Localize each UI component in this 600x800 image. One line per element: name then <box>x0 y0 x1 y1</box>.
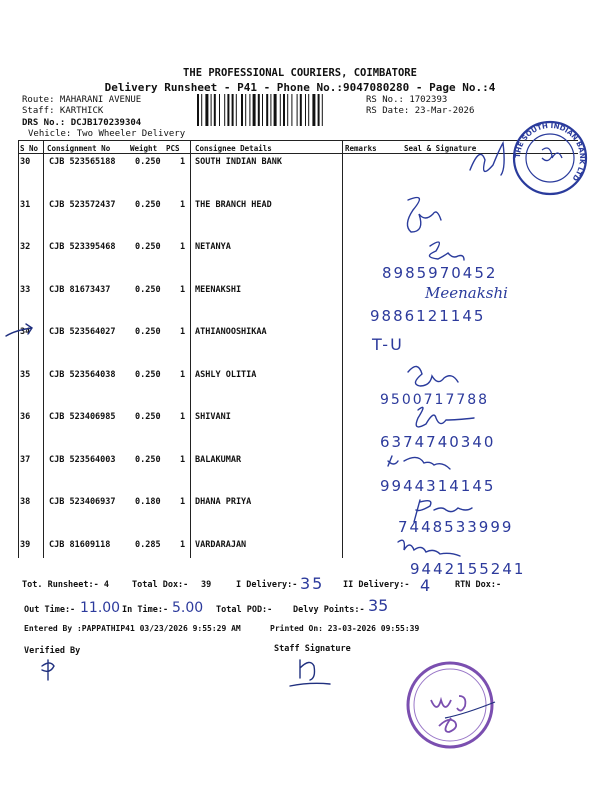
row-consignee: BALAKUMAR <box>195 454 242 465</box>
col-weight: Weight <box>130 144 158 153</box>
row-pcs: 1 <box>180 539 186 550</box>
staff: Staff: KARTHICK <box>22 106 104 116</box>
row-sno: 35 <box>20 369 31 380</box>
row-sno: 39 <box>20 539 31 550</box>
col-seal-signature: Seal & Signature <box>404 144 477 153</box>
row-pcs: 1 <box>180 412 186 422</box>
row-weight: 0.250 <box>135 284 161 295</box>
bank-seal-stamp <box>510 118 590 198</box>
row-consignee: DHANA PRIYA <box>195 497 252 507</box>
row-consignee: SOUTH INDIAN BANK <box>195 157 282 167</box>
row-consignment-no: CJB 523564038 <box>49 369 116 380</box>
tick-mark-row-34 <box>6 324 32 336</box>
handwritten-phone-37: 9944314145 <box>380 477 496 495</box>
total-dox-label: Total Dox:- <box>132 580 189 590</box>
handwritten-phone-36: 6374740340 <box>380 433 496 451</box>
handwritten-phone-38: 7448533999 <box>398 518 514 536</box>
signature-row-31 <box>407 198 441 232</box>
out-time-label: Out Time:- <box>24 605 76 615</box>
staff-signature-mark <box>290 660 330 686</box>
row-consignee: MEENAKSHI <box>195 284 242 295</box>
rs-number: RS No.: 1702393 <box>366 95 448 105</box>
row-pcs: 1 <box>180 454 186 465</box>
row-sno: 36 <box>20 412 31 422</box>
ii-delivery-value: 4 <box>420 576 433 595</box>
signature-row-32 <box>429 242 464 260</box>
row-consignee: ATHIANOOSHIKAA <box>195 327 267 337</box>
row-weight: 0.250 <box>135 327 161 337</box>
row-consignment-no: CJB 523572437 <box>49 199 116 210</box>
bank-seal-stamp-text: THE SOUTH INDIAN BANK LTD <box>513 121 587 183</box>
handwritten-name-33: Meenakshi <box>425 284 508 302</box>
delvy-points-value: 35 <box>368 596 389 615</box>
row-weight: 0.250 <box>135 242 161 252</box>
delvy-points-label: Delvy Points:- <box>293 605 365 615</box>
in-time-label: In Time:- <box>122 605 169 615</box>
entered-by: Entered By :PAPPATHIP41 03/23/2026 9:55:29 AM <box>24 624 241 633</box>
row-consignment-no: CJB 523565188 <box>49 157 116 167</box>
col-remarks: Remarks <box>345 144 377 153</box>
drs-number: DRS No.: DCJB170239304 <box>22 118 142 128</box>
handwritten-phone-33: 9886121145 <box>370 307 486 325</box>
staff-signature-label: Staff Signature <box>274 644 351 654</box>
row-consignee: THE BRANCH HEAD <box>195 199 272 210</box>
row-pcs: 1 <box>180 497 186 507</box>
row-consignment-no: CJB 523395468 <box>49 242 116 252</box>
row-pcs: 1 <box>180 157 186 167</box>
runsheet-subtitle: Delivery Runsheet - P41 - Phone No.:9047080280 - Page No.:4 <box>104 81 496 94</box>
signature-row-38 <box>414 500 472 522</box>
handwritten-phone-39: 9442155241 <box>410 560 526 578</box>
verified-by-label: Verified By <box>24 646 81 656</box>
row-consignment-no: CJB 523406985 <box>49 412 116 422</box>
total-pod-label: Total POD:- <box>216 605 273 615</box>
row-sno: 30 <box>20 157 31 167</box>
rs-date: RS Date: 23-Mar-2026 <box>366 106 475 116</box>
row-pcs: 1 <box>180 242 186 252</box>
total-runsheet: Tot. Runsheet:- 4 <box>22 580 109 590</box>
row-weight: 0.285 <box>135 539 161 550</box>
row-sno: 32 <box>20 242 31 252</box>
row-pcs: 1 <box>180 284 186 295</box>
row-consignee: NETANYA <box>195 242 231 252</box>
signature-row-37 <box>388 456 450 469</box>
col-pcs: PCS <box>166 144 180 153</box>
ii-delivery-label: II Delivery:- <box>343 580 410 590</box>
row-weight: 0.250 <box>135 369 161 380</box>
row-weight: 0.250 <box>135 454 161 465</box>
row-weight: 0.250 <box>135 157 161 167</box>
row-consignment-no: CJB 523406937 <box>49 497 116 507</box>
verified-by-mark <box>42 660 54 680</box>
row-consignment-no: CJB 523564027 <box>49 327 116 337</box>
vehicle: Vehicle: Two Wheeler Delivery <box>28 129 186 139</box>
signature-row-39 <box>398 540 460 556</box>
row-consignment-no: CJB 81673437 <box>49 284 111 295</box>
row-pcs: 1 <box>180 327 186 337</box>
round-stamp-purple <box>405 660 495 750</box>
route: Route: MAHARANI AVENUE <box>22 95 142 105</box>
row-sno: 37 <box>20 454 31 465</box>
col-consignment: Consignment No <box>47 144 111 153</box>
handwritten-phone-32: 8985970452 <box>382 264 498 282</box>
col-sno: S No <box>20 144 39 153</box>
row-sno: 38 <box>20 497 31 507</box>
company-title: THE PROFESSIONAL COURIERS, COIMBATORE <box>183 67 417 79</box>
signature-row-35 <box>408 366 458 386</box>
row-sno: 34 <box>20 327 31 337</box>
row-pcs: 1 <box>180 199 186 210</box>
signature-row-30 <box>470 143 504 175</box>
row-sno: 31 <box>20 199 31 210</box>
row-consignee: SHIVANI <box>195 412 231 422</box>
row-sno: 33 <box>20 284 31 295</box>
row-pcs: 1 <box>180 369 186 380</box>
row-consignment-no: CJB 81609118 <box>49 539 111 550</box>
row-weight: 0.250 <box>135 199 161 210</box>
total-dox-value: 39 <box>201 580 212 590</box>
in-time-value: 5.00 <box>172 600 204 616</box>
signature-row-36 <box>416 407 474 427</box>
i-delivery-label: I Delivery:- <box>236 580 298 590</box>
row-weight: 0.250 <box>135 412 161 422</box>
handwritten-phone-35: 9500717788 <box>380 392 490 408</box>
printed-on: Printed On: 23-03-2026 09:55:39 <box>270 624 420 633</box>
row-consignment-no: CJB 523564003 <box>49 454 116 465</box>
col-consignee: Consignee Details <box>195 144 272 153</box>
i-delivery-value: 35 <box>300 574 325 593</box>
row-consignee: VARDARAJAN <box>195 539 247 550</box>
out-time-value: 11.00 <box>80 600 121 616</box>
rtn-dox-label: RTN Dox:- <box>455 580 502 590</box>
row-weight: 0.180 <box>135 497 161 507</box>
row-consignee: ASHLY OLITIA <box>195 369 257 380</box>
handwritten-note-34: T-U <box>372 335 404 354</box>
